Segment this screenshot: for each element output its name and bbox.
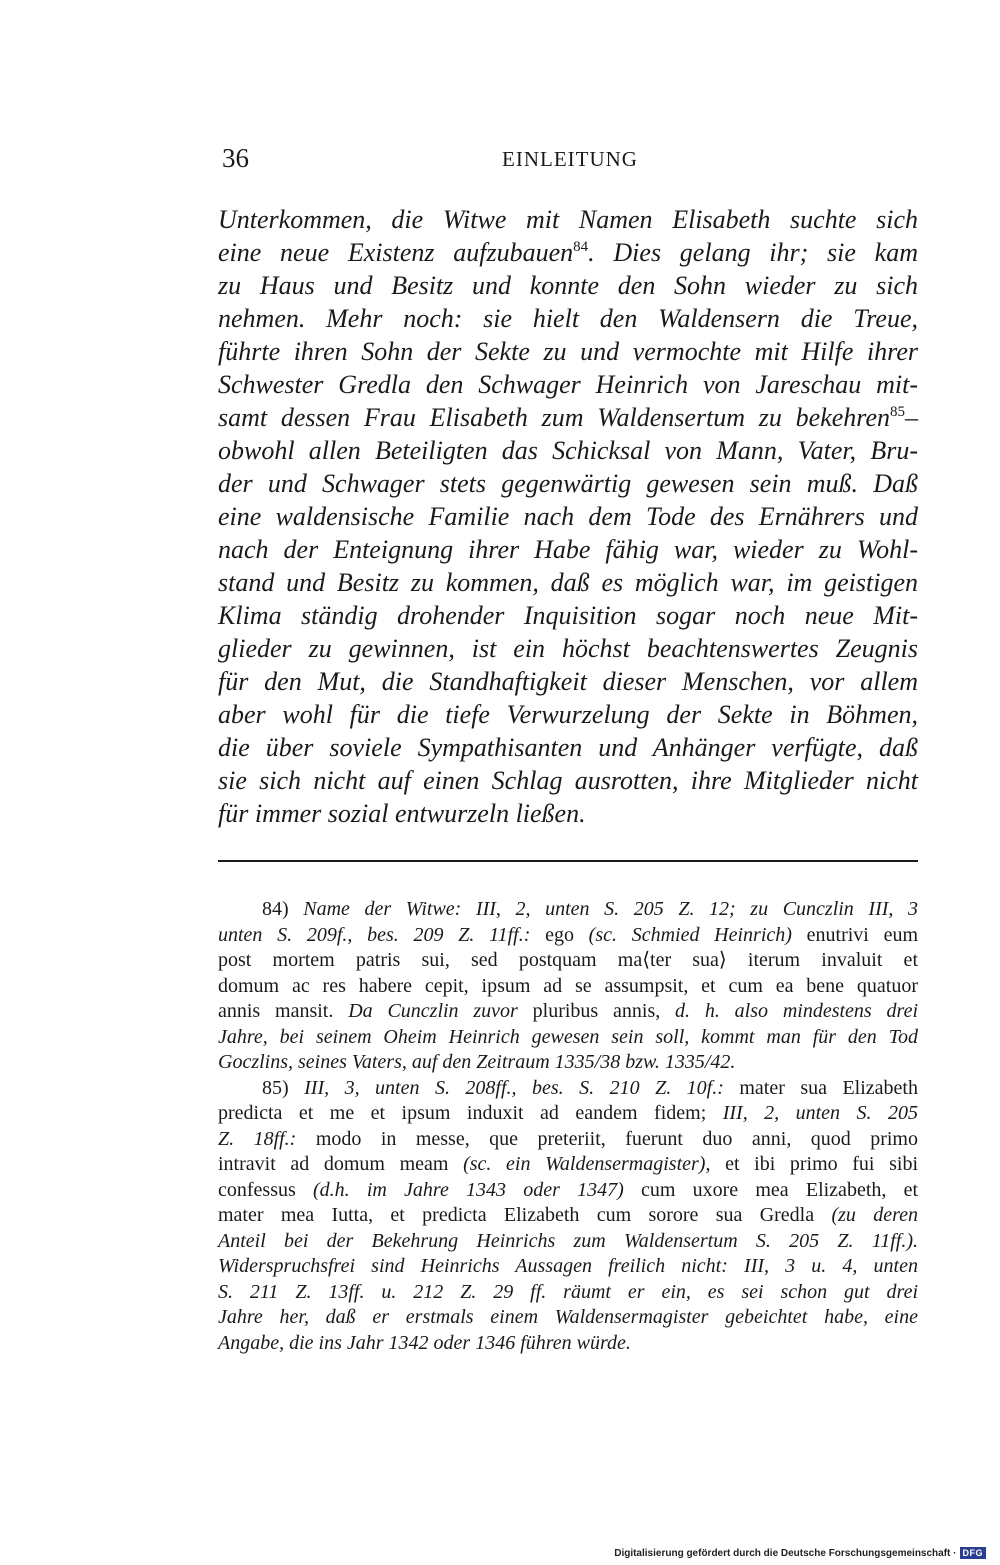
footnote-line: S. 211 Z. 13ff. u. 212 Z. 29 ff. räumt er ein, es sei schon gut drei (218, 1280, 918, 1303)
text-line: samt dessen Frau Elisabeth zum Waldensertum zu bekehren$^{85}$– (218, 403, 918, 432)
text-line: Unterkommen, die Witwe mit Namen Elisabeth suchte sich (218, 205, 918, 234)
text-line: nach der Enteignung ihrer Habe fähig war, wieder zu Wohl- (218, 535, 918, 564)
text-line: obwohl allen Beteiligten das Schicksal von Mann, Vater, Bru- (218, 436, 918, 465)
text-line: der und Schwager stets gegenwärtig gewesen sein muß. Daß (218, 469, 918, 498)
text-line: glieder zu gewinnen, ist ein höchst beachtenswertes Zeugnis (218, 634, 918, 663)
text-line: Schwester Gredla den Schwager Heinrich von Jareschau mit- (218, 370, 918, 399)
footnote-line: Widerspruchsfrei sind Heinrichs Aussagen freilich nicht: III, 3 u. 4, unten (218, 1255, 918, 1277)
footnote-line: Jahre, bei seinem Oheim Heinrich gewesen sein soll, kommt man für den Tod (218, 1025, 918, 1048)
footnote-line: Angabe, die ins Jahr 1342 oder 1346 führen würde. (218, 1331, 631, 1354)
footnotes (218, 897, 918, 1356)
text-line: nehmen. Mehr noch: sie hielt den Waldensern die Treue, (218, 304, 918, 333)
main-text (218, 203, 918, 830)
footnote-line: annis mansit. Da Cunczlin zuvor pluribus annis, d. h. also mindestens drei (218, 1000, 918, 1022)
text-line: aber wohl für die tiefe Verwurzelung der Sekte in Böhmen, (218, 700, 918, 729)
text-line: zu Haus und Besitz und konnte den Sohn wieder zu sich (218, 271, 918, 300)
text-line: sie sich nicht auf einen Schlag ausrotten, ihre Mitglieder nicht (218, 766, 918, 795)
footnote-line: 84) Name der Witwe: III, 2, unten S. 205 Z. 12; zu Cunczlin III, 3 (262, 898, 918, 920)
footnote-divider (218, 860, 918, 862)
footnote-line: mater mea Iutta, et predicta Elizabeth cum sorore sua Gredla (zu deren (218, 1204, 918, 1226)
page-number: 36 (222, 143, 249, 173)
footnote-84 (218, 897, 918, 1076)
footnote-line: Jahre her, daß er erstmals einem Waldensermagister gebeichtet habe, eine (218, 1306, 918, 1328)
dfg-logo: DFG (960, 1547, 987, 1559)
text-line: stand und Besitz zu kommen, daß es möglich war, im geistigen (218, 568, 918, 597)
footnote-ref-84: 84 (573, 239, 589, 255)
footnote-85 (218, 1076, 918, 1357)
running-head: EINLEITUNG (502, 147, 638, 171)
text-line: für immer sozial entwurzeln ließen. (218, 799, 586, 828)
text-line: führte ihren Sohn der Sekte zu und vermochte mit Hilfe ihrer (218, 337, 918, 366)
text-line: eine neue Existenz aufzubauen$^{84}$. Dies gelang ihr; sie kam (218, 238, 918, 267)
footnote-line: 85) III, 3, unten S. 208ff., bes. S. 210 Z. 10f.: mater sua Elizabeth (262, 1076, 918, 1099)
footnote-line: post mortem patris sui, sed postquam ma⟨ter sua⟩ iterum invaluit et (218, 949, 918, 971)
footnote-line: Z. 18ff.: modo in messe, que preteriit, fuerunt duo anni, quod primo (218, 1127, 918, 1150)
text-line: eine waldensische Familie nach dem Tode des Ernährers und (218, 502, 918, 531)
footnote-line: predicta et me et ipsum induxit ad eandem fidem; III, 2, unten S. 205 (218, 1102, 918, 1124)
text-line: Klima ständig drohender Inquisition sogar noch neue Mit- (218, 601, 918, 630)
text-line: für den Mut, die Standhaftigkeit dieser Menschen, vor allem (218, 667, 918, 696)
credit-text: Digitalisierung gefördert durch die Deutsche Forschungsgemeinschaft · (614, 1548, 957, 1559)
text-line: die über soviele Sympathisanten und Anhänger verfügte, daß (218, 733, 918, 762)
footnote-line: intravit ad domum meam (sc. ein Waldensermagister), et ibi primo fui sibi (218, 1153, 919, 1175)
footnote-line: unten S. 209f., bes. 209 Z. 11ff.: ego (sc. Schmied Heinrich) enutrivi eum (218, 923, 919, 946)
footnote-line: Anteil bei der Bekehrung Heinrichs zum Waldensertum S. 205 Z. 11ff.). (218, 1229, 918, 1252)
footnote-line: domum ac res habere cepit, ipsum ad se assumpsit, et cum ea bene quatuor (218, 974, 918, 997)
footnote-ref-85: 85 (890, 404, 905, 420)
footnote-line: confessus (d.h. im Jahre 1343 oder 1347) cum uxore mea Elizabeth, et (218, 1178, 919, 1201)
page-header (222, 143, 918, 183)
footnote-line: Goczlins, seines Vaters, auf den Zeitraum 1335/38 bzw. 1335/42. (218, 1051, 736, 1073)
digitization-credit (614, 1547, 986, 1559)
